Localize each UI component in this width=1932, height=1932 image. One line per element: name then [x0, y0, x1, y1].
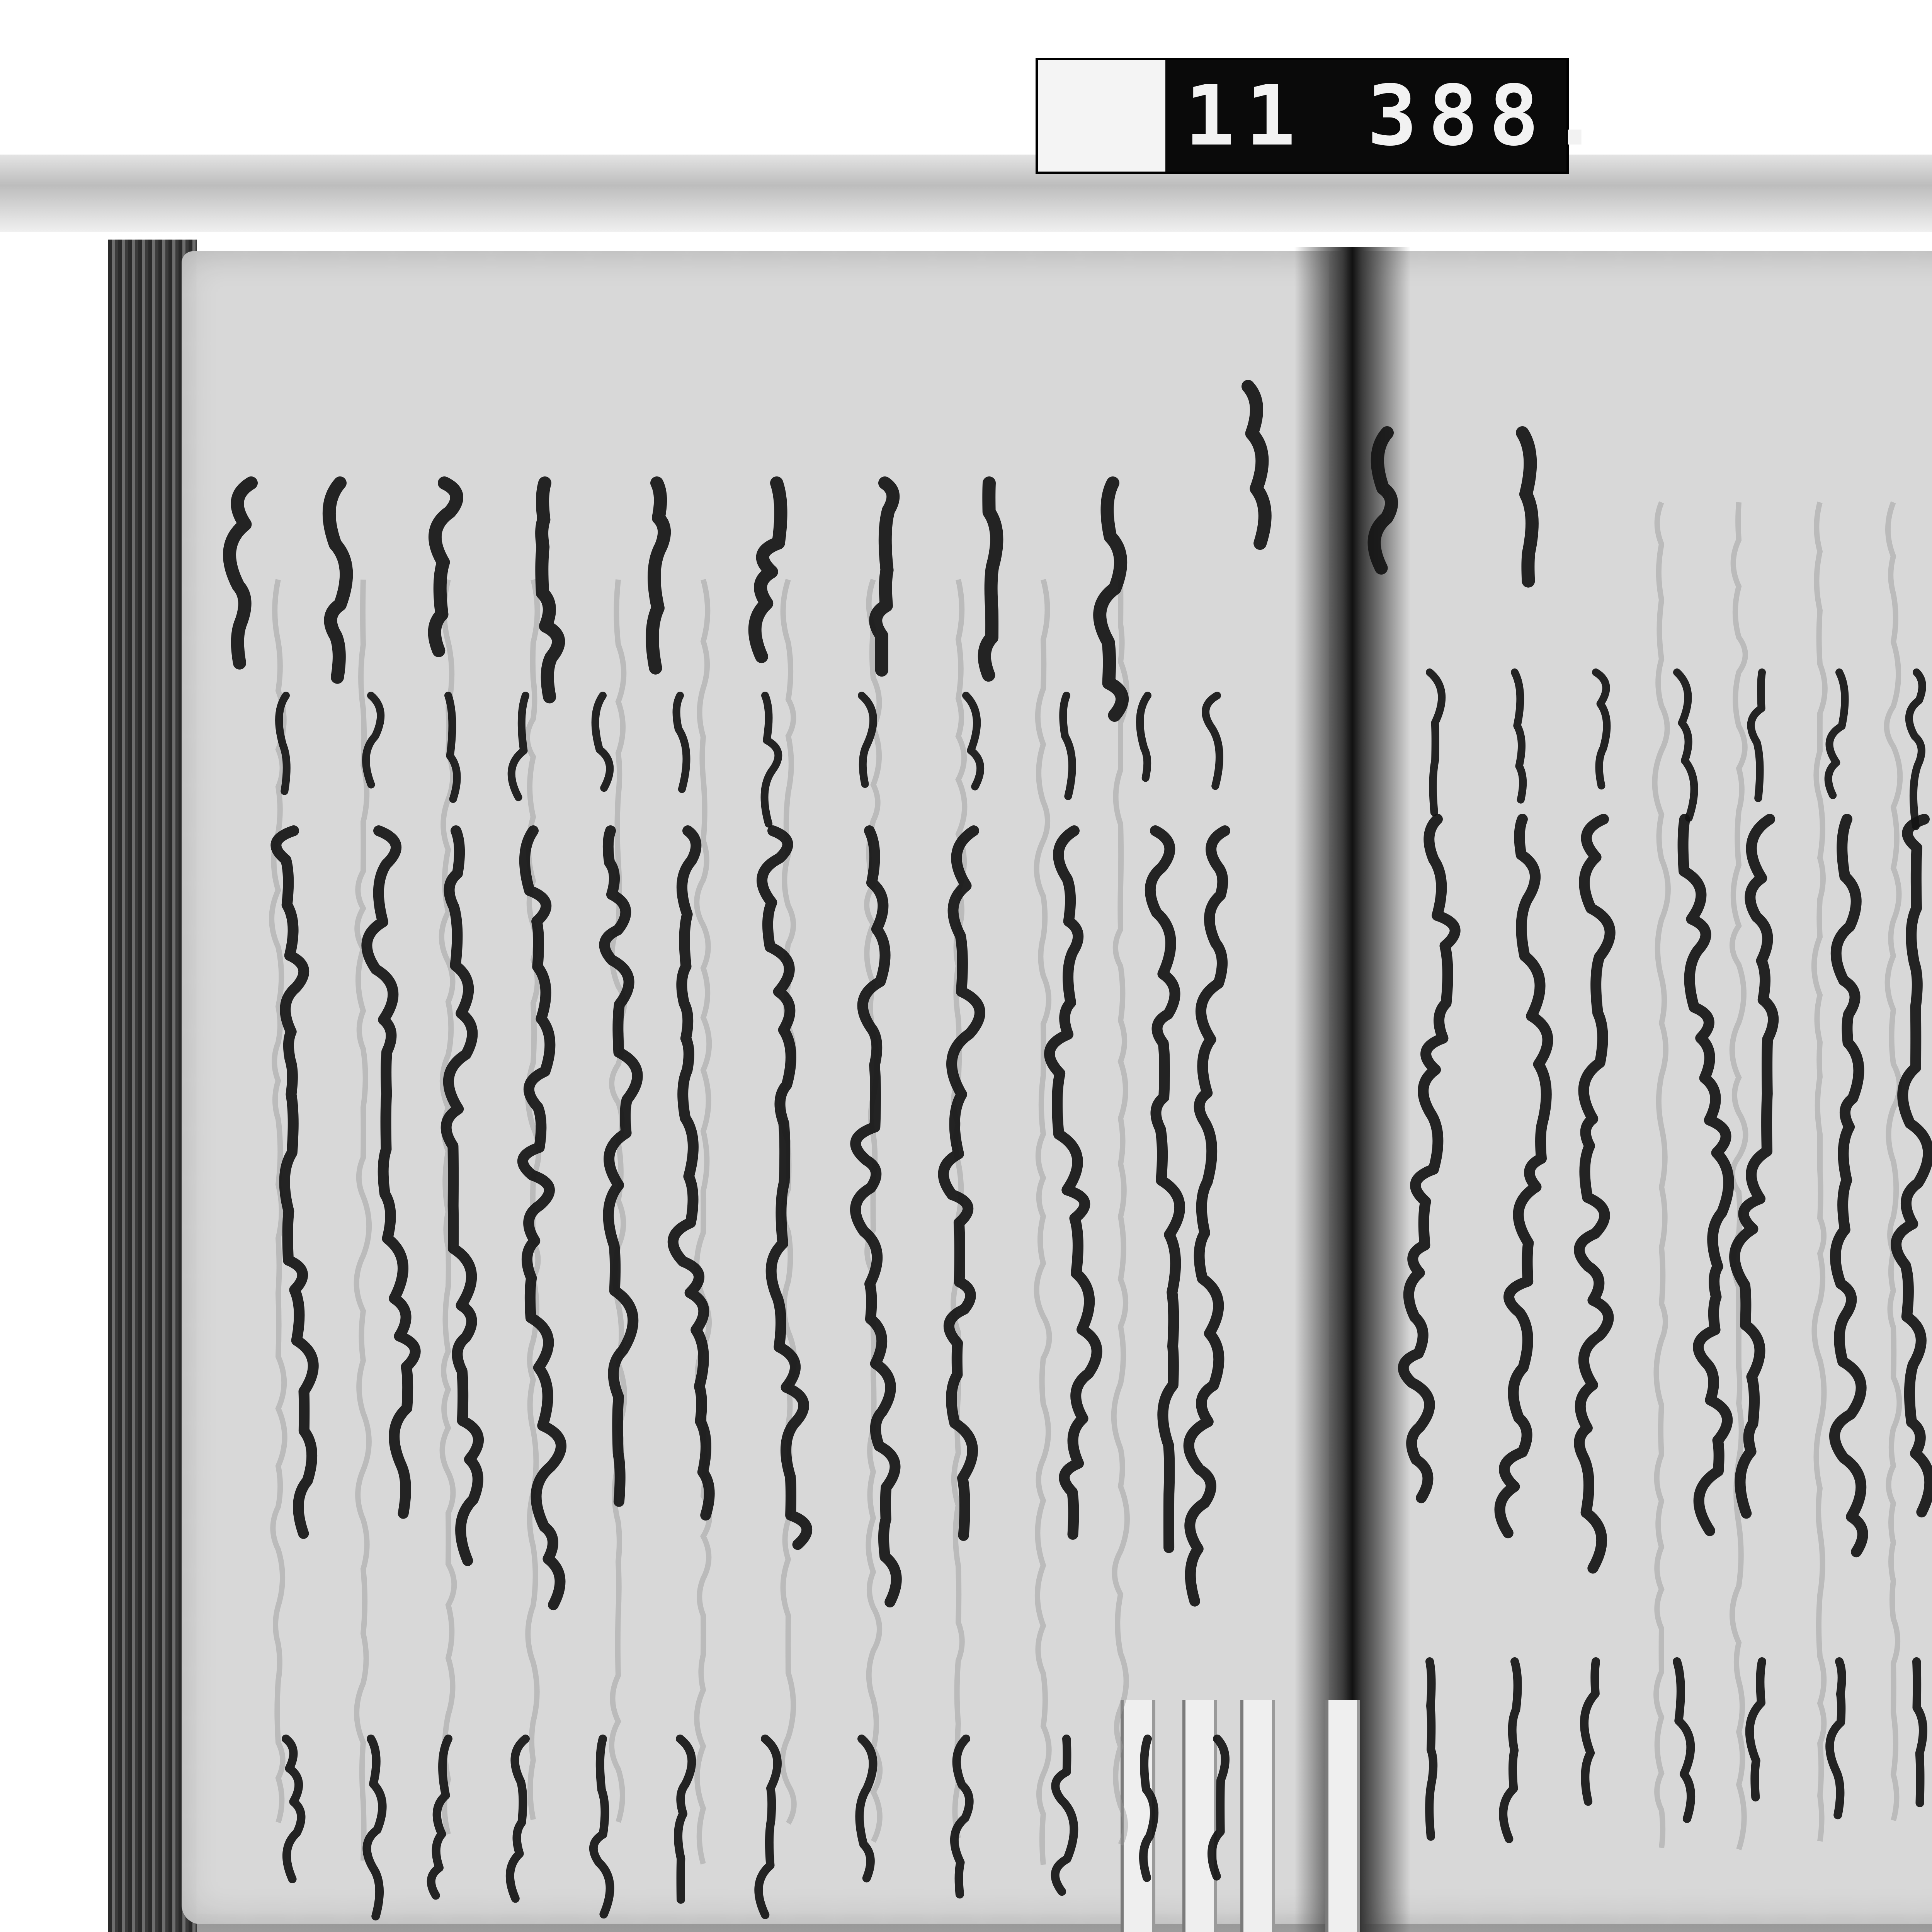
- poem-column: [1579, 819, 1610, 1568]
- show-through-ink: [697, 580, 709, 1864]
- poet-name: [1830, 1662, 1842, 1815]
- poem-column: [1403, 819, 1455, 1498]
- topic-heading: [1522, 433, 1532, 581]
- poet-name: [1677, 1662, 1691, 1819]
- topic-heading: [1248, 386, 1265, 543]
- poem-column: [1835, 819, 1863, 1552]
- poem-column: [855, 831, 896, 1602]
- poet-name: [1584, 1662, 1596, 1801]
- source-note: [1909, 672, 1922, 826]
- topic-heading: [230, 483, 251, 663]
- source-note: [1751, 672, 1762, 798]
- topic-heading: [1374, 433, 1391, 568]
- source-note: [512, 696, 526, 797]
- poet-name: [678, 1739, 692, 1900]
- poet-name: [1503, 1662, 1517, 1839]
- source-note: [1140, 696, 1148, 778]
- source-note: [1596, 672, 1607, 786]
- poet-name: [367, 1739, 382, 1916]
- poem-column: [1683, 819, 1729, 1531]
- source-note: [1063, 696, 1072, 796]
- poem-column: [1500, 819, 1548, 1533]
- source-note: [1430, 672, 1442, 812]
- source-note: [765, 696, 779, 824]
- show-through-ink: [867, 580, 880, 1842]
- poem-column: [1189, 831, 1225, 1601]
- poet-name: [1429, 1662, 1433, 1837]
- topic-heading: [542, 483, 558, 697]
- source-note: [676, 696, 686, 789]
- source-note: [862, 696, 873, 784]
- poet-name: [286, 1739, 301, 1879]
- source-note: [1677, 672, 1694, 818]
- poet-name: [1212, 1739, 1225, 1876]
- poet-name: [859, 1739, 873, 1878]
- poem-column: [367, 831, 415, 1514]
- poet-name: [1143, 1739, 1154, 1878]
- show-through-ink: [1887, 502, 1900, 1820]
- poet-name: [1750, 1662, 1762, 1797]
- source-note: [366, 696, 381, 785]
- source-note: [966, 696, 980, 787]
- poet-name: [510, 1739, 526, 1898]
- poet-name: [1055, 1739, 1074, 1891]
- call-number-label: 11 388.: [1185, 67, 1611, 164]
- source-note: [1515, 672, 1523, 800]
- show-through-ink: [527, 580, 539, 1820]
- poet-name: [1917, 1662, 1923, 1803]
- topic-heading: [755, 483, 781, 656]
- poem-column: [762, 831, 807, 1544]
- source-note: [1828, 672, 1845, 795]
- show-through-ink: [1655, 502, 1668, 1848]
- poem-column: [446, 831, 478, 1561]
- show-through-ink: [1114, 580, 1127, 1844]
- source-note: [595, 696, 610, 788]
- topic-heading: [876, 483, 893, 670]
- topic-heading: [652, 483, 664, 668]
- show-through-ink: [1732, 502, 1746, 1849]
- poem-column: [523, 831, 561, 1605]
- show-through-ink: [1037, 580, 1049, 1865]
- poet-name: [594, 1739, 610, 1914]
- topic-heading: [985, 483, 997, 675]
- topic-heading: [329, 483, 346, 677]
- poet-name: [759, 1739, 777, 1915]
- poem-column: [1150, 831, 1180, 1548]
- source-note: [1206, 696, 1219, 786]
- poem-column: [1049, 831, 1097, 1534]
- show-through-ink: [1814, 502, 1825, 1841]
